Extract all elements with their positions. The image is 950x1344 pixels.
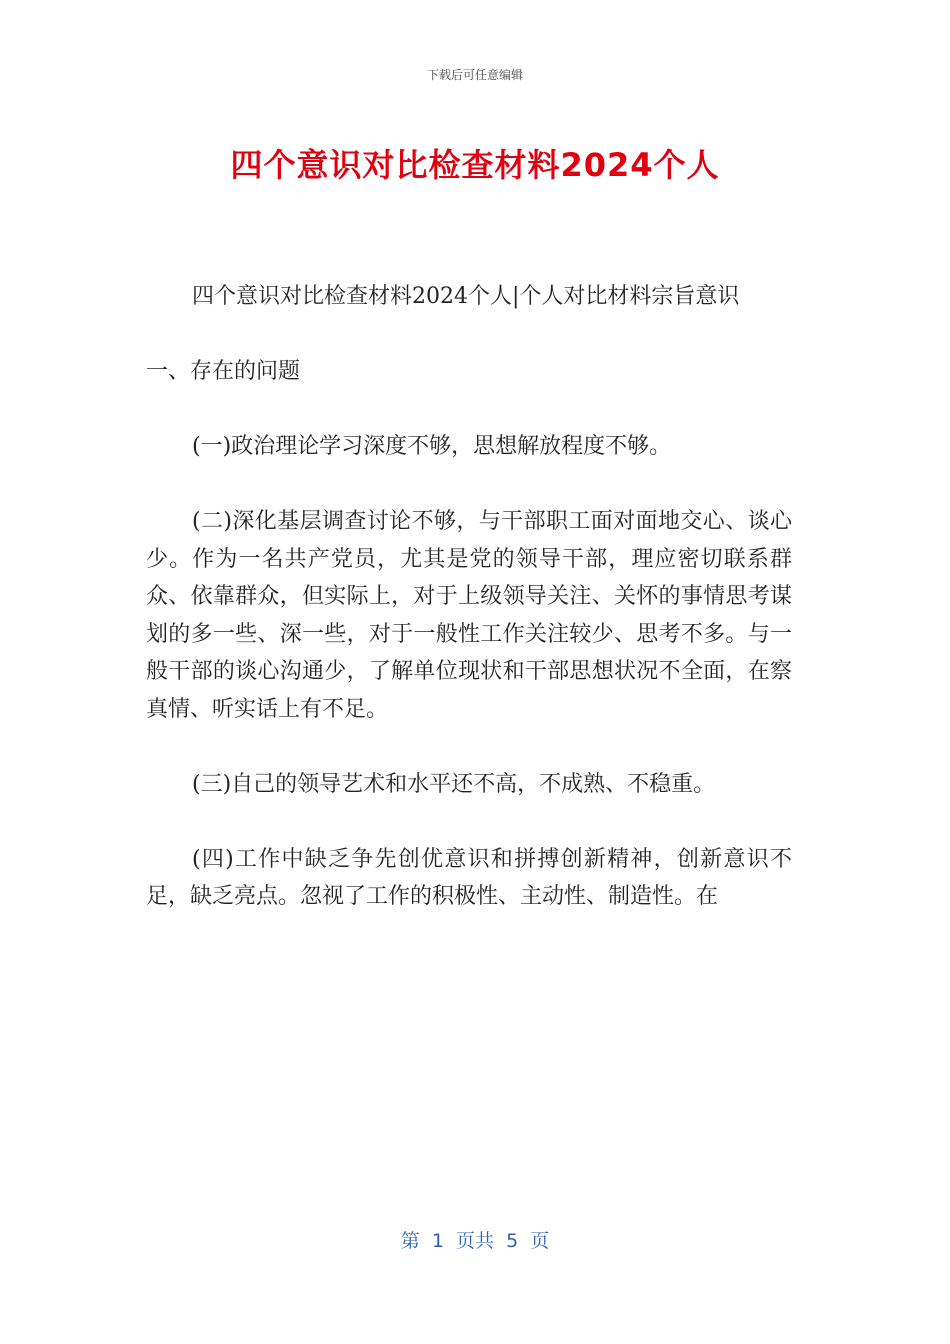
document-title: 四个意识对比检查材料2024个人: [230, 146, 720, 184]
paragraph-issue-4: (四)工作中缺乏争先创优意识和拼搏创新精神，创新意识不足，缺乏亮点。忽视了工作的积极性、主动性、制造性。在: [146, 846, 792, 909]
paragraph-issue-2: (二)深化基层调查讨论不够，与干部职工面对面地交心、谈心少。作为一名共产党员，尤其是党的领导干部，理应密切联系群众、依靠群众，但实际上，对于上级领导关注、关怀的事情思考谋划的多一些、深一些，对于一般性工作关注较少、思考不多。与一般干部的谈心沟通少，了解单位现状和干部思想状况不全面，在察真情、听实话上有不足。: [146, 509, 792, 722]
paragraph-issue-1: (一)政治理论学习深度不够，思想解放程度不够。: [192, 434, 672, 459]
paragraph-intro: 四个意识对比检查材料2024个人|个人对比材料宗旨意识: [192, 284, 740, 309]
page-number-footer: 第 1 页共 5 页: [400, 1230, 550, 1252]
page-header-note: 下载后可任意编辑: [426, 68, 523, 82]
document-body: [146, 278, 792, 916]
paragraph-issue-3: (三)自己的领导艺术和水平还不高，不成熟、不稳重。: [192, 771, 716, 797]
section-heading: 一、存在的问题: [146, 359, 301, 384]
